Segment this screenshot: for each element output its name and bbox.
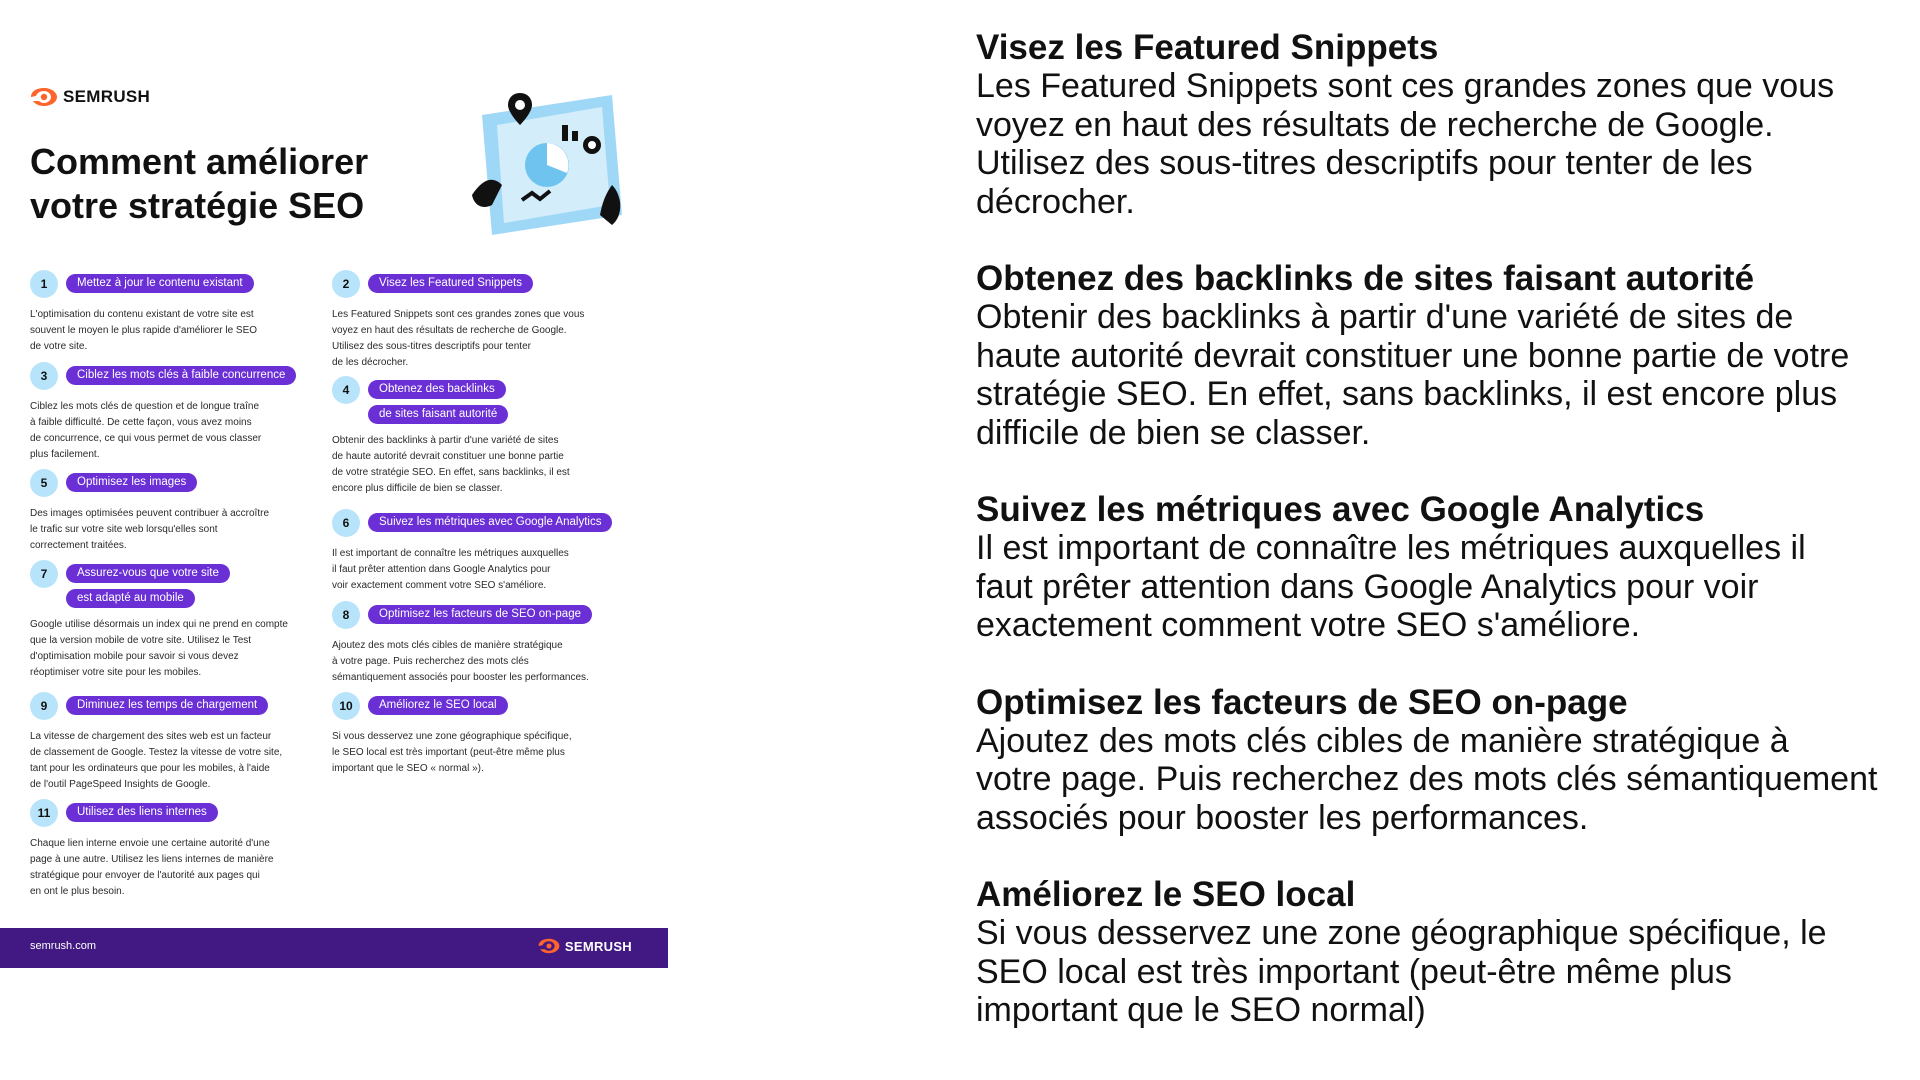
step-number-badge: 11	[30, 799, 58, 827]
section-body: Ajoutez des mots clés cibles de manière stratégique à votre page. Puis recherchez des mots clés sémantiquement associés pour booster les performances.	[976, 721, 1878, 837]
summary-section	[976, 259, 1916, 452]
semrush-flame-icon	[29, 87, 59, 107]
section-title: Améliorez le SEO local	[976, 875, 1356, 914]
footer-semrush-logo	[537, 938, 632, 954]
section-title: Optimisez les facteurs de SEO on-page	[976, 682, 1628, 722]
step-number-badge: 1	[30, 270, 58, 298]
section-body: Les Featured Snippets sont ces grandes zones que vous voyez en haut des résultats de recherche de Google. Utilisez des sous-titres descriptifs pour tenter de les décrocher.	[976, 67, 1835, 221]
summary-section	[976, 28, 1916, 221]
section-body: Obtenir des backlinks à partir d'une variété de sites de haute autorité devrait constituer une bonne partie de votre stratégie SEO. En effet, sans backlinks, il est encore plus difficile de bien se classer.	[976, 298, 1850, 452]
step-label: de sites faisant autorité	[368, 405, 508, 424]
step-text: La vitesse de chargement des sites web est un facteur de classement de Google. Testez la vitesse de votre site, tant pour les ordinateurs que pour les mobiles, à l'aide de l'outil PageSpeed Insights de Google.	[30, 731, 283, 790]
step-text: Google utilise désormais un index qui ne prend en compte que la version mobile de votre site. Utilisez le Test d'optimisation mobile pour savoir si vous devez réoptimiser votre site pour les mobiles.	[30, 619, 288, 678]
step-label: Assurez-vous que votre site	[66, 564, 230, 583]
step-number-badge: 3	[30, 362, 58, 390]
seo-infographic	[0, 0, 668, 968]
summary-section	[976, 875, 1916, 1030]
step-number-badge: 9	[30, 692, 58, 720]
step-number-badge: 10	[332, 692, 360, 720]
step-label: Diminuez les temps de chargement	[66, 696, 268, 715]
section-body: Il est important de connaître les métriques auxquelles il faut prêter attention dans Google Analytics pour voir exactement comment votre SEO s'améliore.	[976, 529, 1806, 644]
step-label: Optimisez les facteurs de SEO on-page	[368, 605, 592, 624]
semrush-logo	[29, 87, 150, 107]
step-text: Ajoutez des mots clés cibles de manière stratégique à votre page. Puis recherchez des mots clés sémantiquement associés pour booster les performances.	[332, 640, 589, 683]
step-number-badge: 5	[30, 469, 58, 497]
step-label: Visez les Featured Snippets	[368, 274, 533, 293]
semrush-flame-icon	[537, 938, 561, 954]
step-4	[332, 376, 632, 497]
section-title: Suivez les métriques avec Google Analytics	[976, 490, 1705, 529]
step-label: Obtenez des backlinks	[368, 380, 506, 399]
step-text: Il est important de connaître les métriques auxquelles il faut prêter attention dans Google Analytics pour voir exactement comment votre SEO s'améliore.	[332, 548, 569, 591]
map-with-hands-illustration	[462, 85, 632, 245]
step-2	[332, 270, 632, 371]
step-label: Mettez à jour le contenu existant	[66, 274, 254, 293]
step-label: Suivez les métriques avec Google Analytics	[368, 513, 612, 532]
step-9	[30, 692, 330, 793]
step-8	[332, 601, 632, 686]
step-number-badge: 8	[332, 601, 360, 629]
step-label: Utilisez des liens internes	[66, 803, 218, 822]
step-text: Des images optimisées peuvent contribuer à accroître le trafic sur votre site web lorsqu'elles sont correctement traitées.	[30, 508, 270, 551]
step-number-badge: 7	[30, 560, 58, 588]
step-1	[30, 270, 330, 355]
section-title: Obtenez des backlinks de sites faisant autorité	[976, 259, 1755, 298]
page-title: Comment améliorer votre stratégie SEO	[30, 141, 369, 226]
step-5	[30, 469, 330, 554]
step-text: Ciblez les mots clés de question et de longue traîne à faible difficulté. De cette façon, vous avez moins de concurrence, ce qui vous permet de vous classer plus facilement.	[30, 401, 262, 460]
footer-url: semrush.com	[30, 940, 97, 952]
step-label: est adapté au mobile	[66, 589, 195, 608]
step-number-badge: 2	[332, 270, 360, 298]
summary-section	[976, 683, 1916, 838]
step-number-badge: 4	[332, 376, 360, 404]
step-7	[30, 560, 330, 681]
footer-brand-name: SEMRUSH	[564, 938, 632, 954]
brand-name: SEMRUSH	[63, 87, 151, 106]
section-body: Si vous desservez une zone géographique spécifique, le SEO local est très important (peut-être même plus important que le SEO normal)	[976, 914, 1827, 1029]
step-10	[332, 692, 632, 777]
step-3	[30, 362, 330, 463]
step-number-badge: 6	[332, 509, 360, 537]
step-text: L'optimisation du contenu existant de votre site est souvent le moyen le plus rapide d'améliorer le SEO de votre site.	[30, 309, 258, 352]
step-label: Optimisez les images	[66, 473, 197, 492]
step-11	[30, 799, 330, 900]
step-text: Si vous desservez une zone géographique spécifique, le SEO local est très important (peut-être même plus important que le SEO « normal »).	[332, 731, 572, 774]
step-6	[332, 509, 632, 594]
section-title: Visez les Featured Snippets	[976, 28, 1439, 67]
step-text: Les Featured Snippets sont ces grandes zones que vous voyez en haut des résultats de recherche de Google. Utilisez des sous-titres descriptifs pour tenter de les décrocher.	[332, 309, 585, 368]
step-text: Obtenir des backlinks à partir d'une variété de sites de haute autorité devrait constituer une bonne partie de votre stratégie SEO. En effet, sans backlinks, il est encore plus difficile de bien se classer.	[332, 435, 570, 494]
step-text: Chaque lien interne envoie une certaine autorité d'une page à une autre. Utilisez les liens internes de manière stratégique pour envoyer de l'autorité aux pages qui en ont le plus besoin.	[30, 838, 274, 897]
summary-section	[976, 490, 1916, 645]
step-label: Ciblez les mots clés à faible concurrence	[66, 366, 296, 385]
summary-column	[976, 28, 1916, 1068]
step-label: Améliorez le SEO local	[368, 696, 508, 715]
